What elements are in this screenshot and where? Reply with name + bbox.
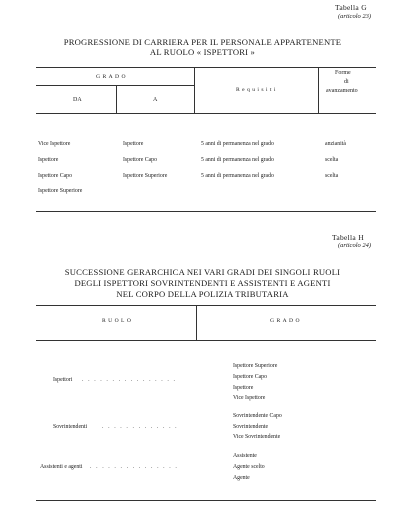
cell-da: Ispettore [38,157,59,163]
table-g-header-da: DA [73,97,82,103]
table-g-col-divider-da-a [116,85,117,113]
grado-item: Ispettore [233,385,254,391]
ruolo-label: Sovrintendenti [53,424,88,430]
cell-a: Ispettore [123,141,144,147]
grado-item: Vice Ispettore [233,395,266,401]
grado-item: Agente [233,475,250,481]
table-g-header-a: A [153,97,158,103]
table-g-header-rule [36,113,376,114]
table-h-title-line1: SUCCESSIONE GERARCHICA NEI VARI GRADI DEI SINGOLI RUOLI [64,267,341,277]
grado-item: Vice Sovrintendente [233,434,281,440]
grado-item: Assistente [233,453,257,459]
table-h-title-line2: DEGLI ISPETTORI SOVRINTENDENTI E ASSISTENTI E AGENTI [74,278,331,288]
cell-requisiti: 5 anni di permanenza nel grado [201,173,274,179]
grado-item: Ispettore Capo [233,374,267,380]
table-h-header-rule [36,340,376,341]
table-h-title-line3: NEL CORPO DELLA POLIZIA TRIBUTARIA [116,289,289,299]
table-h-label: Tabella H [332,233,364,242]
grado-item: Sovrintendente Capo [233,413,282,419]
cell-da: Vice Ispettore [38,141,71,147]
table-g-reference: (articolo 23) [338,13,372,20]
leader-dots: . . . . . . . . . . . . . [102,424,179,430]
grado-item: Ispettore Superiore [233,363,278,369]
cell-requisiti: 5 anni di permanenza nel grado [201,141,274,147]
table-g-col-divider-requisiti [194,67,195,113]
table-g-header-forme-3: avanzamento [326,88,358,94]
cell-forme: scelta [325,157,339,163]
cell-requisiti: 5 anni di permanenza nel grado [201,157,274,163]
leader-dots: . . . . . . . . . . . . . . . . [82,377,177,383]
table-h-bottom-rule [36,500,376,501]
table-h-top-rule [36,305,376,306]
grado-item: Agente scelto [233,464,265,470]
table-g-top-rule [36,67,376,68]
table-g-title-line2: AL RUOLO « ISPETTORI » [149,47,256,57]
table-g-title-line1: PROGRESSIONE DI CARRIERA PER IL PERSONALE APPARTENENTE [63,37,342,47]
cell-a: Ispettore Superiore [123,173,168,179]
table-g-grado-rule [36,85,194,86]
table-g-header-grado: GRADO [96,74,128,80]
cell-da: Ispettore Capo [38,173,72,179]
cell-a: Ispettore Capo [123,157,157,163]
leader-dots: . . . . . . . . . . . . . . . [90,464,179,470]
cell-da: Ispettore Superiore [38,188,83,194]
table-g-bottom-rule [36,211,376,212]
table-g-label: Tabella G [335,3,367,12]
table-g-header-requisiti: Requisiti [236,87,278,93]
table-g-header-forme-1: Forme [335,70,351,76]
table-g-col-divider-forme [318,67,319,113]
table-h-header-grado: GRADO [270,318,302,324]
grado-item: Sovrintendente [233,424,269,430]
table-g-header-forme-2: di [344,79,349,85]
ruolo-label: Assistenti e agenti [40,464,83,470]
table-h-col-divider [196,305,197,340]
cell-forme: scelta [325,173,339,179]
table-h-header-ruolo: RUOLO [102,318,134,324]
cell-forme: anzianità [325,141,346,147]
ruolo-label: Ispettori [53,377,73,383]
table-h-reference: (articolo 24) [338,242,372,249]
